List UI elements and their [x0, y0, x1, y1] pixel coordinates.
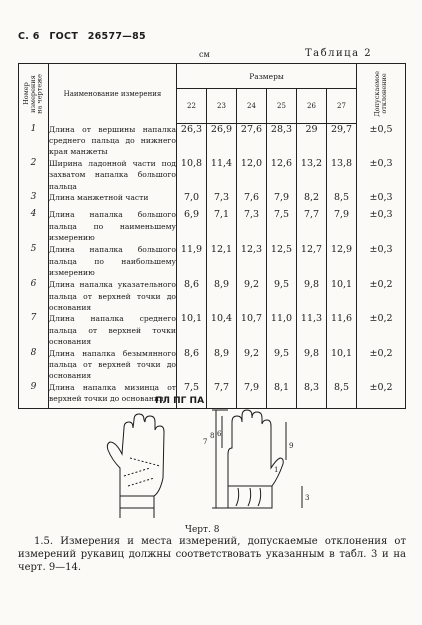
measure-name: Длина напалка среднего пальца от верхней точки основания	[49, 314, 176, 347]
size-value: 11,9	[177, 244, 207, 279]
tolerance-value: ±0,2	[357, 348, 406, 382]
tolerance-value: ±0,3	[357, 244, 406, 279]
size-value: 10,1	[327, 348, 357, 382]
table-row	[19, 158, 406, 192]
page-number: С. 6	[18, 31, 40, 42]
size-value: 10,1	[327, 279, 357, 313]
measure-number: 1	[19, 124, 49, 159]
measure-number: 3	[19, 192, 49, 209]
size-value: 12,6	[267, 158, 297, 192]
size-value: 8,6	[177, 348, 207, 382]
glove-left-outline	[107, 414, 164, 508]
glove-right-outline	[228, 410, 283, 508]
unit-label: см	[199, 50, 210, 59]
measurements-table	[18, 63, 406, 409]
size-value: 11,4	[207, 158, 237, 192]
dim-label-6: 6	[217, 430, 222, 438]
size-value: 7,3	[237, 209, 267, 244]
size-value: 8,2	[297, 192, 327, 209]
tolerance-value: ±0,3	[357, 192, 406, 209]
gost-label: ГОСТ	[49, 31, 79, 42]
size-value: 29	[297, 124, 327, 159]
size-value: 13,2	[297, 158, 327, 192]
size-value: 10,4	[207, 313, 237, 347]
measure-number: 7	[19, 313, 49, 347]
size-header: 22	[177, 89, 207, 124]
size-value: 12,5	[267, 244, 297, 279]
size-value: 6,9	[177, 209, 207, 244]
size-value: 7,5	[177, 382, 207, 409]
measure-number: 2	[19, 158, 49, 192]
size-value: 26,9	[207, 124, 237, 159]
tolerance-value: ±0,3	[357, 158, 406, 192]
glove-figure	[90, 408, 320, 523]
tolerance-value: ±0,2	[357, 382, 406, 409]
size-value: 8,9	[207, 348, 237, 382]
table-row	[19, 313, 406, 347]
size-value: 12,9	[327, 244, 357, 279]
measure-number: 9	[19, 382, 49, 409]
table-row	[19, 209, 406, 244]
size-header: 23	[207, 89, 237, 124]
tolerance-value: ±0,2	[357, 313, 406, 347]
dim-label-3: 3	[305, 494, 310, 502]
tolerance-value: ±0,2	[357, 279, 406, 313]
size-value: 26,3	[177, 124, 207, 159]
dim-label-8: 8	[210, 432, 215, 440]
size-value: 8,9	[207, 279, 237, 313]
table-row	[19, 382, 406, 409]
size-header: 26	[297, 89, 327, 124]
dim-label-7: 7	[203, 438, 208, 446]
size-value: 8,1	[267, 382, 297, 409]
table-row	[19, 244, 406, 279]
size-value: 8,5	[327, 192, 357, 209]
size-value: 9,2	[237, 279, 267, 313]
size-header: 27	[327, 89, 357, 124]
tolerance-value: ±0,3	[357, 209, 406, 244]
size-value: 28,3	[267, 124, 297, 159]
size-value: 11,6	[327, 313, 357, 347]
measure-name: Длина напалка безымянного пальца от верхней точки до основания	[49, 348, 176, 381]
measure-name: Длина напалка большого пальца по наибольшему измерению	[49, 244, 177, 279]
size-value: 8,5	[327, 382, 357, 409]
size-value: 8,3	[297, 382, 327, 409]
size-value: 11,3	[297, 313, 327, 347]
measure-name: Длина от вершины напалка среднего пальца до нижнего края манжеты	[49, 124, 176, 157]
size-value: 10,7	[237, 313, 267, 347]
size-value: 9,5	[267, 279, 297, 313]
measure-number: 6	[19, 279, 49, 313]
size-value: 7,6	[237, 192, 267, 209]
size-value: 9,8	[297, 279, 327, 313]
size-value: 11,0	[267, 313, 297, 347]
measure-name: Длина манжетной части	[49, 192, 177, 209]
table-row	[19, 279, 406, 313]
size-value: 10,8	[177, 158, 207, 192]
table-row	[19, 192, 406, 209]
size-value: 7,1	[207, 209, 237, 244]
size-value: 7,3	[207, 192, 237, 209]
table-row	[19, 124, 406, 159]
size-header: 25	[267, 89, 297, 124]
size-value: 9,8	[297, 348, 327, 382]
gost-code: 26577—85	[87, 31, 146, 42]
size-value: 7,7	[207, 382, 237, 409]
size-value: 12,1	[207, 244, 237, 279]
size-value: 12,0	[237, 158, 267, 192]
col-tolerance-header: Допускаемое отклонение	[357, 64, 406, 124]
sizes-group-header: Размеры	[177, 64, 357, 89]
dim-label-1: 1	[274, 466, 279, 474]
measure-number: 4	[19, 209, 49, 244]
size-value: 7,9	[237, 382, 267, 409]
size-header: 24	[237, 89, 267, 124]
figure-caption: Черт. 8	[185, 525, 220, 535]
cuff-stitch	[236, 488, 261, 506]
size-value: 10,1	[177, 313, 207, 347]
size-value: 9,5	[267, 348, 297, 382]
size-value: 27,6	[237, 124, 267, 159]
size-value: 7,5	[267, 209, 297, 244]
page-header	[18, 31, 152, 42]
table-row	[19, 348, 406, 382]
size-value: 7,0	[177, 192, 207, 209]
measure-lines-left	[124, 458, 160, 486]
measure-name: Длина напалка большого пальца по наименьшему измерению	[49, 209, 177, 244]
measure-name: Длина напалка указательного пальца от верхней точки до основания	[49, 280, 176, 313]
paragraph-1-5: 1.5. Измерения и места измерений, допускаемые отклонения от измерений рукавиц должны соответствовать указанным в табл. 3 и на черт. 9—14.	[18, 536, 406, 574]
col-number-header: Номер измерения на чертеже	[19, 64, 49, 124]
size-value: 7,9	[327, 209, 357, 244]
size-value: 12,7	[297, 244, 327, 279]
size-value: 7,7	[297, 209, 327, 244]
size-value: 9,2	[237, 348, 267, 382]
measure-number: 8	[19, 348, 49, 382]
col-name-header: Наименование измерения	[49, 64, 177, 124]
size-value: 29,7	[327, 124, 357, 159]
size-value: 13,8	[327, 158, 357, 192]
size-value: 12,3	[237, 244, 267, 279]
size-value: 8,6	[177, 279, 207, 313]
tolerance-value: ±0,5	[357, 124, 406, 159]
size-value: 7,9	[267, 192, 297, 209]
measure-number: 5	[19, 244, 49, 279]
measure-name: Ширина ладонной части под захватом напалка большого пальца	[49, 159, 176, 191]
dim-label-9: 9	[289, 442, 294, 450]
table-title: Таблица 2	[305, 48, 373, 59]
figure-label: ПЛ ПГ ПА	[155, 396, 205, 406]
measure-name: Длина напалка мизинца от верхней точки до основания	[49, 382, 177, 409]
